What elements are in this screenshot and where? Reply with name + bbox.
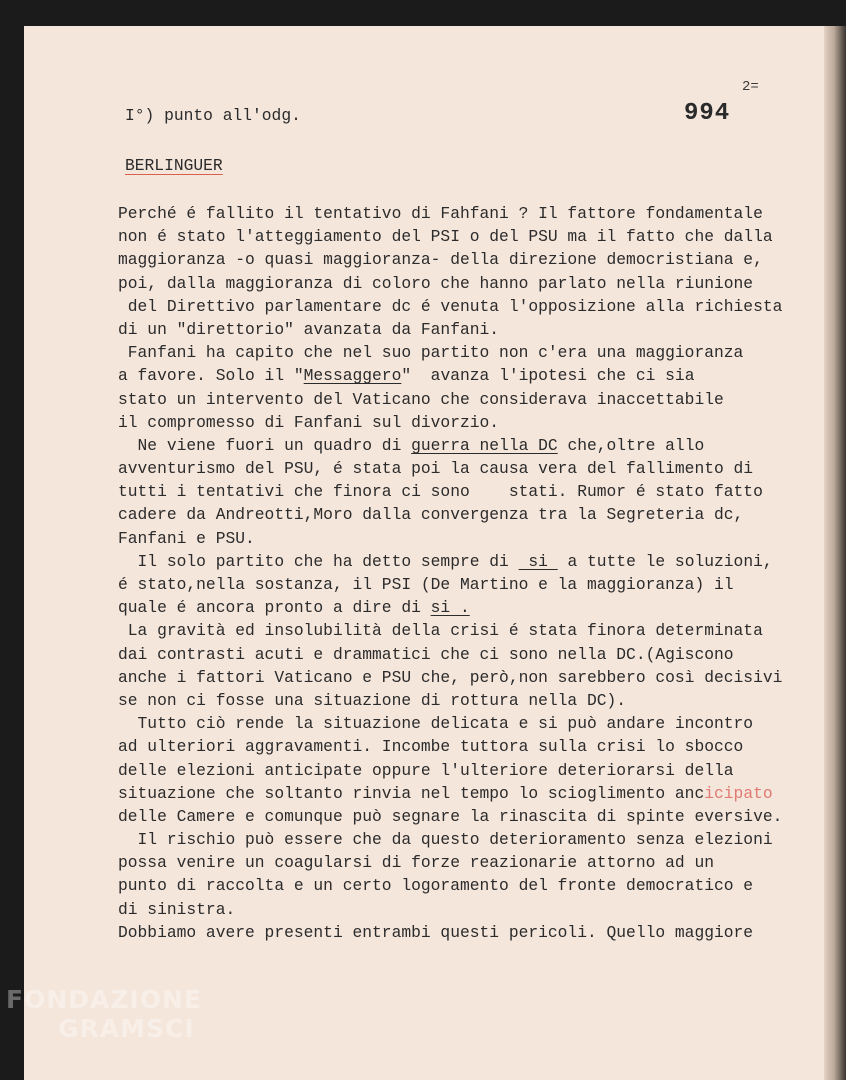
underlined-term: Messaggero xyxy=(303,366,402,386)
text-line: é stato,nella sostanza, il PSI (De Martino e la maggioranza) il xyxy=(118,575,734,594)
text-line xyxy=(118,782,778,805)
watermark-line-1: FONDAZIONE xyxy=(6,985,203,1014)
text-line: Fanfani e PSU. xyxy=(118,528,255,548)
body-text xyxy=(118,202,783,944)
underlined-term: si xyxy=(518,551,558,571)
underlined-term: si . xyxy=(430,598,470,618)
text-line: di sinistra. xyxy=(118,899,236,919)
page-number: 994 xyxy=(684,100,731,127)
typewritten-page xyxy=(24,26,824,1080)
text-fragment: situazione che soltanto rinvia nel tempo lo scioglimento anc xyxy=(118,783,705,803)
text-line: non é stato l'atteggiamento del PSI o del PSU ma il fatto che dalla xyxy=(118,227,773,247)
text-line: Tutto ciò rende la situazione delicata e si può andare incontro xyxy=(118,714,754,734)
text-line xyxy=(118,596,778,619)
text-line xyxy=(118,434,778,457)
text-line: stato un intervento del Vaticano che considerava inaccettabile xyxy=(118,389,724,409)
text-fragment: che,oltre allo xyxy=(557,435,705,455)
text-fragment: quale é ancora pronto a dire di xyxy=(118,598,431,618)
text-line: se non ci fosse una situazione di rottura nella DC). xyxy=(118,690,627,710)
text-fragment: Il solo partito che ha detto sempre di xyxy=(118,551,519,571)
text-line: ad ulteriori aggravamenti. Incombe tuttora sulla crisi lo sbocco xyxy=(118,737,744,757)
page-edge-shadow xyxy=(826,26,846,1080)
text-line: delle elezioni anticipate oppure l'ulteriore deteriorarsi della xyxy=(118,760,734,780)
text-line: dai contrasti acuti e drammatici che ci sono nella DC.(Agiscono xyxy=(118,644,734,664)
text-line xyxy=(118,364,778,387)
text-fragment: " avanza l'ipotesi che ci sia xyxy=(401,366,695,386)
text-line: maggioranza -o quasi maggioranza- della direzione democristiana e, xyxy=(118,250,763,270)
text-fragment: a favore. Solo il " xyxy=(118,366,304,386)
text-line: Il rischio può essere che da questo deterioramento senza elezioni xyxy=(118,830,773,850)
text-line: Perché é fallito il tentativo di Fahfani ? Il fattore fondamentale xyxy=(118,204,763,223)
text-fragment: Ne viene fuori un quadro di xyxy=(118,435,412,455)
text-line: anche i fattori Vaticano e PSU che, però,non sarebbero così decisivi xyxy=(118,667,783,687)
text-line: poi, dalla maggioranza di coloro che hanno parlato nella riunione xyxy=(118,273,754,293)
watermark-line-2: GRAMSCI xyxy=(58,1014,195,1043)
text-line: avventurismo del PSU, é stata poi la causa vera del fallimento di xyxy=(118,459,754,479)
text-line: cadere da Andreotti,Moro dalla convergenza tra la Segreteria dc, xyxy=(118,505,744,525)
text-line: del Direttivo parlamentare dc é venuta l'opposizione alla richiesta xyxy=(118,296,783,316)
fondazione-gramsci-watermark xyxy=(6,987,202,1041)
text-line: di un "direttorio" avanzata da Fanfani. xyxy=(118,319,500,339)
text-line: delle Camere e comunque può segnare la rinascita di spinte eversive. xyxy=(118,806,783,826)
text-line: Fanfani ha capito che nel suo partito non c'era una maggioranza xyxy=(118,343,744,363)
text-line: Dobbiamo avere presenti entrambi questi pericoli. Quello maggiore xyxy=(118,922,754,942)
red-typed-text: icipato xyxy=(704,783,773,803)
speaker-name: BERLINGUER xyxy=(125,156,223,175)
text-line: tutti i tentativi che finora ci sono stati. Rumor é stato fatto xyxy=(118,482,763,502)
text-line: il compromesso di Fanfani sul divorzio. xyxy=(118,412,500,432)
text-line: punto di raccolta e un certo logoramento del fronte democratico e xyxy=(118,876,754,896)
text-line: possa venire un coagularsi di forze reazionarie attorno ad un xyxy=(118,853,714,873)
text-line xyxy=(118,550,778,573)
text-line: La gravità ed insolubilità della crisi é stata finora determinata xyxy=(118,621,763,641)
corner-mark: 2= xyxy=(742,79,759,95)
underlined-term: guerra nella DC xyxy=(411,435,558,455)
text-fragment: a tutte le soluzioni, xyxy=(557,551,773,571)
agenda-item: I°) punto all'odg. xyxy=(125,106,301,125)
